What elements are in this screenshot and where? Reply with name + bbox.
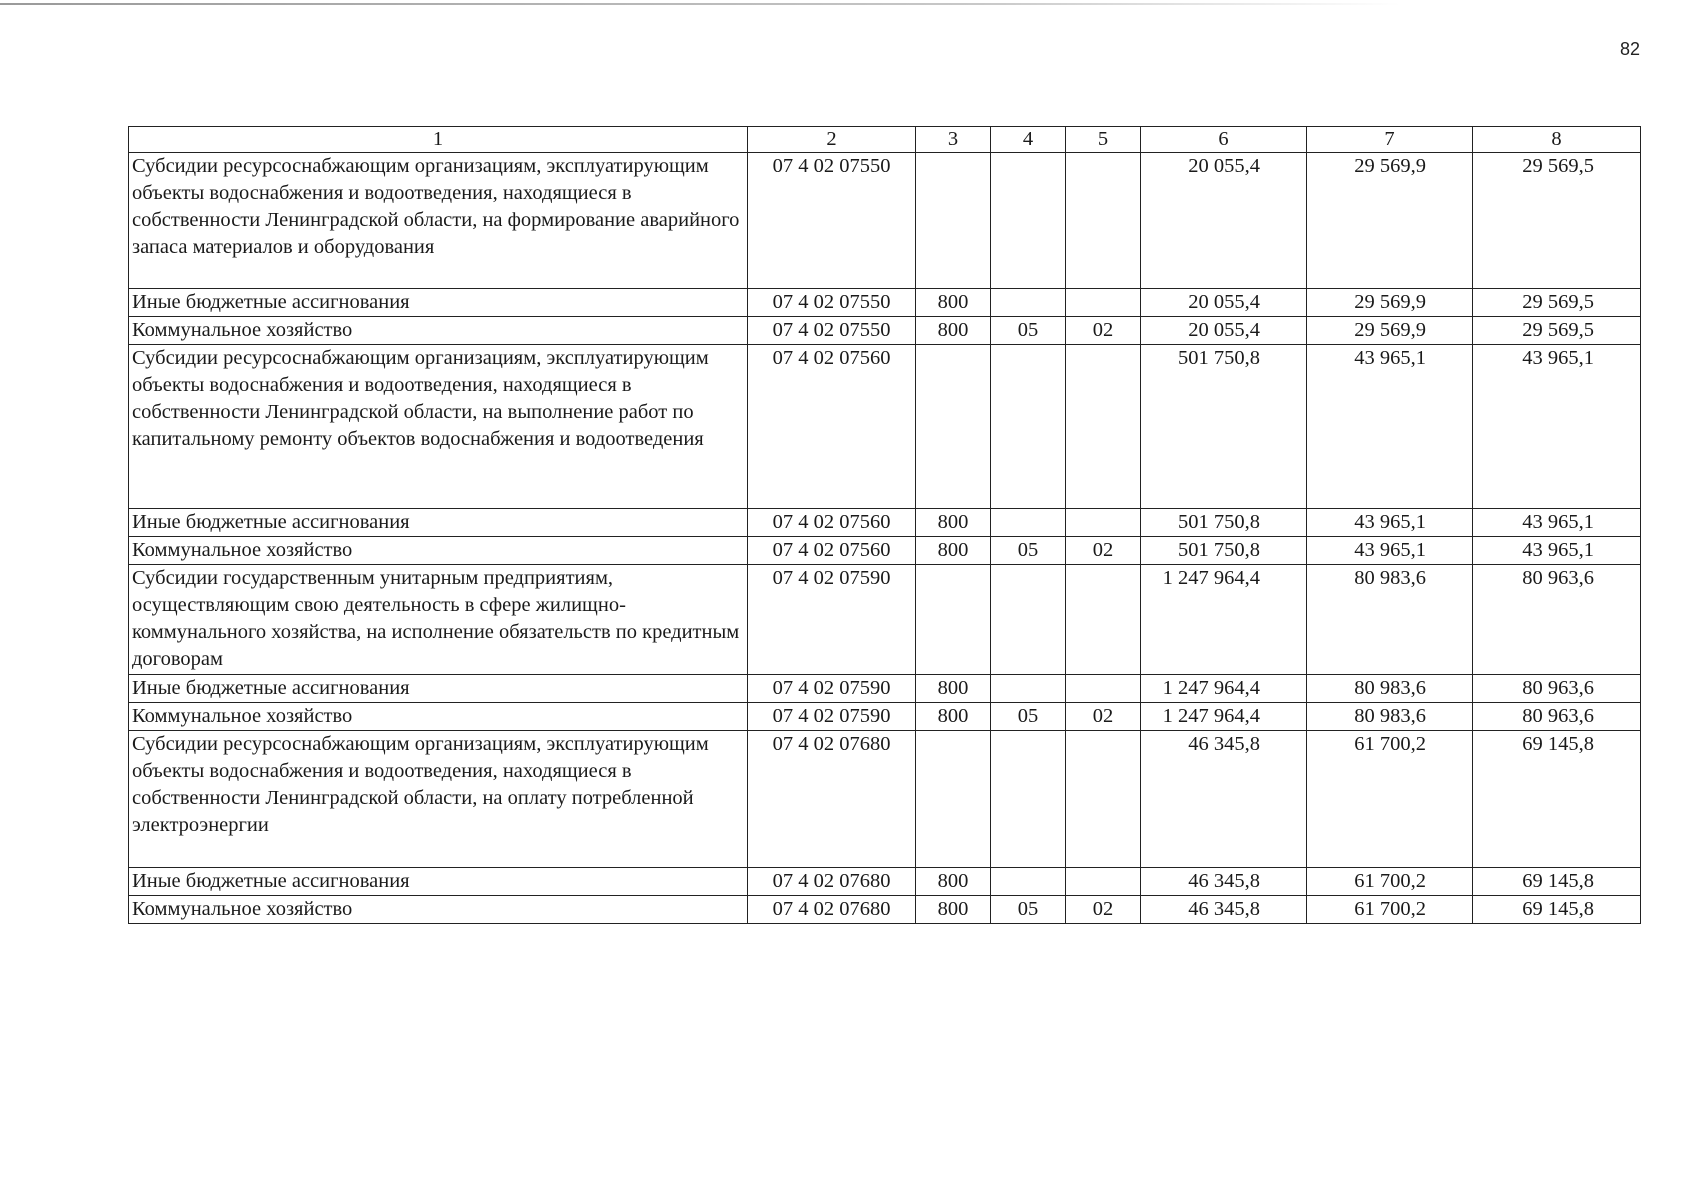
section-cell <box>991 565 1066 675</box>
amount-cell-col7: 43 965,1 <box>1307 345 1473 509</box>
expense-type-cell: 800 <box>916 896 991 924</box>
column-header: 2 <box>748 127 916 153</box>
expense-name-cell: Субсидии ресурсоснабжающим организациям, эксплуатирующим объекты водоснабжения и водоотведения, находящиеся в собственности Ленинградской области, на выполнение работ по капитальному ремонту объектов водоснабжения и водоотведения <box>129 345 748 509</box>
amount-cell-col8: 29 569,5 <box>1473 153 1641 289</box>
table-row <box>129 317 1641 345</box>
subsection-cell <box>1066 153 1141 289</box>
amount-cell-col8: 69 145,8 <box>1473 868 1641 896</box>
table-body <box>129 127 1641 924</box>
expense-type-cell <box>916 565 991 675</box>
column-header: 8 <box>1473 127 1641 153</box>
section-cell: 05 <box>991 317 1066 345</box>
section-cell: 05 <box>991 537 1066 565</box>
amount-cell-col6: 501 750,8 <box>1141 345 1307 509</box>
table-row <box>129 289 1641 317</box>
section-cell: 05 <box>991 703 1066 731</box>
expense-type-cell: 800 <box>916 703 991 731</box>
amount-cell-col8: 80 963,6 <box>1473 703 1641 731</box>
target-code-cell: 07 4 02 07680 <box>748 868 916 896</box>
page-number: 82 <box>1620 39 1641 59</box>
subsection-cell: 02 <box>1066 317 1141 345</box>
subsection-cell: 02 <box>1066 896 1141 924</box>
amount-cell-col7: 29 569,9 <box>1307 289 1473 317</box>
amount-cell-col7: 43 965,1 <box>1307 509 1473 537</box>
target-code-cell: 07 4 02 07560 <box>748 345 916 509</box>
subsection-cell <box>1066 509 1141 537</box>
target-code-cell: 07 4 02 07550 <box>748 289 916 317</box>
amount-cell-col6: 20 055,4 <box>1141 289 1307 317</box>
target-code-cell: 07 4 02 07560 <box>748 537 916 565</box>
amount-cell-col8: 29 569,5 <box>1473 289 1641 317</box>
amount-cell-col7: 80 983,6 <box>1307 565 1473 675</box>
section-cell <box>991 731 1066 868</box>
target-code-cell: 07 4 02 07550 <box>748 153 916 289</box>
column-header: 4 <box>991 127 1066 153</box>
column-header: 5 <box>1066 127 1141 153</box>
subsection-cell: 02 <box>1066 537 1141 565</box>
target-code-cell: 07 4 02 07590 <box>748 565 916 675</box>
expense-type-cell: 800 <box>916 509 991 537</box>
amount-cell-col7: 29 569,9 <box>1307 153 1473 289</box>
amount-cell-col8: 80 963,6 <box>1473 565 1641 675</box>
amount-cell-col8: 80 963,6 <box>1473 675 1641 703</box>
subsection-cell <box>1066 345 1141 509</box>
table-row <box>129 509 1641 537</box>
subsection-cell <box>1066 675 1141 703</box>
table-row <box>129 703 1641 731</box>
section-cell <box>991 153 1066 289</box>
expense-name-cell: Субсидии ресурсоснабжающим организациям, эксплуатирующим объекты водоснабжения и водоотведения, находящиеся в собственности Ленинградской области, на оплату потребленной электроэнергии <box>129 731 748 868</box>
amount-cell-col6: 46 345,8 <box>1141 731 1307 868</box>
expense-type-cell <box>916 345 991 509</box>
subsection-cell: 02 <box>1066 703 1141 731</box>
expense-name-cell: Коммунальное хозяйство <box>129 317 748 345</box>
amount-cell-col7: 29 569,9 <box>1307 317 1473 345</box>
table-row <box>129 345 1641 509</box>
table-row <box>129 565 1641 675</box>
expense-name-cell: Иные бюджетные ассигнования <box>129 675 748 703</box>
target-code-cell: 07 4 02 07550 <box>748 317 916 345</box>
amount-cell-col7: 80 983,6 <box>1307 675 1473 703</box>
column-header: 6 <box>1141 127 1307 153</box>
amount-cell-col6: 20 055,4 <box>1141 153 1307 289</box>
column-header: 7 <box>1307 127 1473 153</box>
expense-type-cell: 800 <box>916 289 991 317</box>
target-code-cell: 07 4 02 07680 <box>748 896 916 924</box>
amount-cell-col8: 43 965,1 <box>1473 509 1641 537</box>
amount-cell-col8: 69 145,8 <box>1473 896 1641 924</box>
expense-name-cell: Коммунальное хозяйство <box>129 896 748 924</box>
target-code-cell: 07 4 02 07590 <box>748 703 916 731</box>
table-row <box>129 896 1641 924</box>
expense-name-cell: Коммунальное хозяйство <box>129 703 748 731</box>
section-cell <box>991 868 1066 896</box>
section-cell <box>991 289 1066 317</box>
subsection-cell <box>1066 289 1141 317</box>
column-header: 1 <box>129 127 748 153</box>
expense-name-cell: Иные бюджетные ассигнования <box>129 868 748 896</box>
section-cell <box>991 509 1066 537</box>
subsection-cell <box>1066 868 1141 896</box>
section-cell: 05 <box>991 896 1066 924</box>
table-row <box>129 868 1641 896</box>
column-number-row <box>129 127 1641 153</box>
expense-type-cell: 800 <box>916 537 991 565</box>
amount-cell-col6: 1 247 964,4 <box>1141 675 1307 703</box>
amount-cell-col8: 29 569,5 <box>1473 317 1641 345</box>
expense-name-cell: Иные бюджетные ассигнования <box>129 289 748 317</box>
amount-cell-col6: 20 055,4 <box>1141 317 1307 345</box>
amount-cell-col6: 501 750,8 <box>1141 537 1307 565</box>
subsection-cell <box>1066 565 1141 675</box>
amount-cell-col6: 501 750,8 <box>1141 509 1307 537</box>
expense-type-cell: 800 <box>916 675 991 703</box>
expense-type-cell: 800 <box>916 868 991 896</box>
amount-cell-col6: 46 345,8 <box>1141 896 1307 924</box>
expense-name-cell: Субсидии государственным унитарным предприятиям, осуществляющим свою деятельность в сфере жилищно-коммунального хозяйства, на исполнение обязательств по кредитным договорам <box>129 565 748 675</box>
amount-cell-col7: 61 700,2 <box>1307 896 1473 924</box>
expense-type-cell <box>916 731 991 868</box>
expense-name-cell: Иные бюджетные ассигнования <box>129 509 748 537</box>
target-code-cell: 07 4 02 07560 <box>748 509 916 537</box>
expense-name-cell: Коммунальное хозяйство <box>129 537 748 565</box>
target-code-cell: 07 4 02 07680 <box>748 731 916 868</box>
section-cell <box>991 345 1066 509</box>
amount-cell-col7: 80 983,6 <box>1307 703 1473 731</box>
amount-cell-col6: 1 247 964,4 <box>1141 565 1307 675</box>
column-header: 3 <box>916 127 991 153</box>
scan-edge-line <box>0 3 1400 5</box>
expense-type-cell <box>916 153 991 289</box>
table-row <box>129 537 1641 565</box>
table-row <box>129 675 1641 703</box>
amount-cell-col6: 46 345,8 <box>1141 868 1307 896</box>
expense-name-cell: Субсидии ресурсоснабжающим организациям, эксплуатирующим объекты водоснабжения и водоотведения, находящиеся в собственности Ленинградской области, на формирование аварийного запаса материалов и оборудования <box>129 153 748 289</box>
section-cell <box>991 675 1066 703</box>
budget-table <box>128 126 1641 924</box>
target-code-cell: 07 4 02 07590 <box>748 675 916 703</box>
table-row <box>129 731 1641 868</box>
expense-type-cell: 800 <box>916 317 991 345</box>
subsection-cell <box>1066 731 1141 868</box>
amount-cell-col8: 43 965,1 <box>1473 345 1641 509</box>
amount-cell-col7: 43 965,1 <box>1307 537 1473 565</box>
amount-cell-col6: 1 247 964,4 <box>1141 703 1307 731</box>
amount-cell-col8: 69 145,8 <box>1473 731 1641 868</box>
amount-cell-col8: 43 965,1 <box>1473 537 1641 565</box>
table-row <box>129 153 1641 289</box>
amount-cell-col7: 61 700,2 <box>1307 868 1473 896</box>
amount-cell-col7: 61 700,2 <box>1307 731 1473 868</box>
